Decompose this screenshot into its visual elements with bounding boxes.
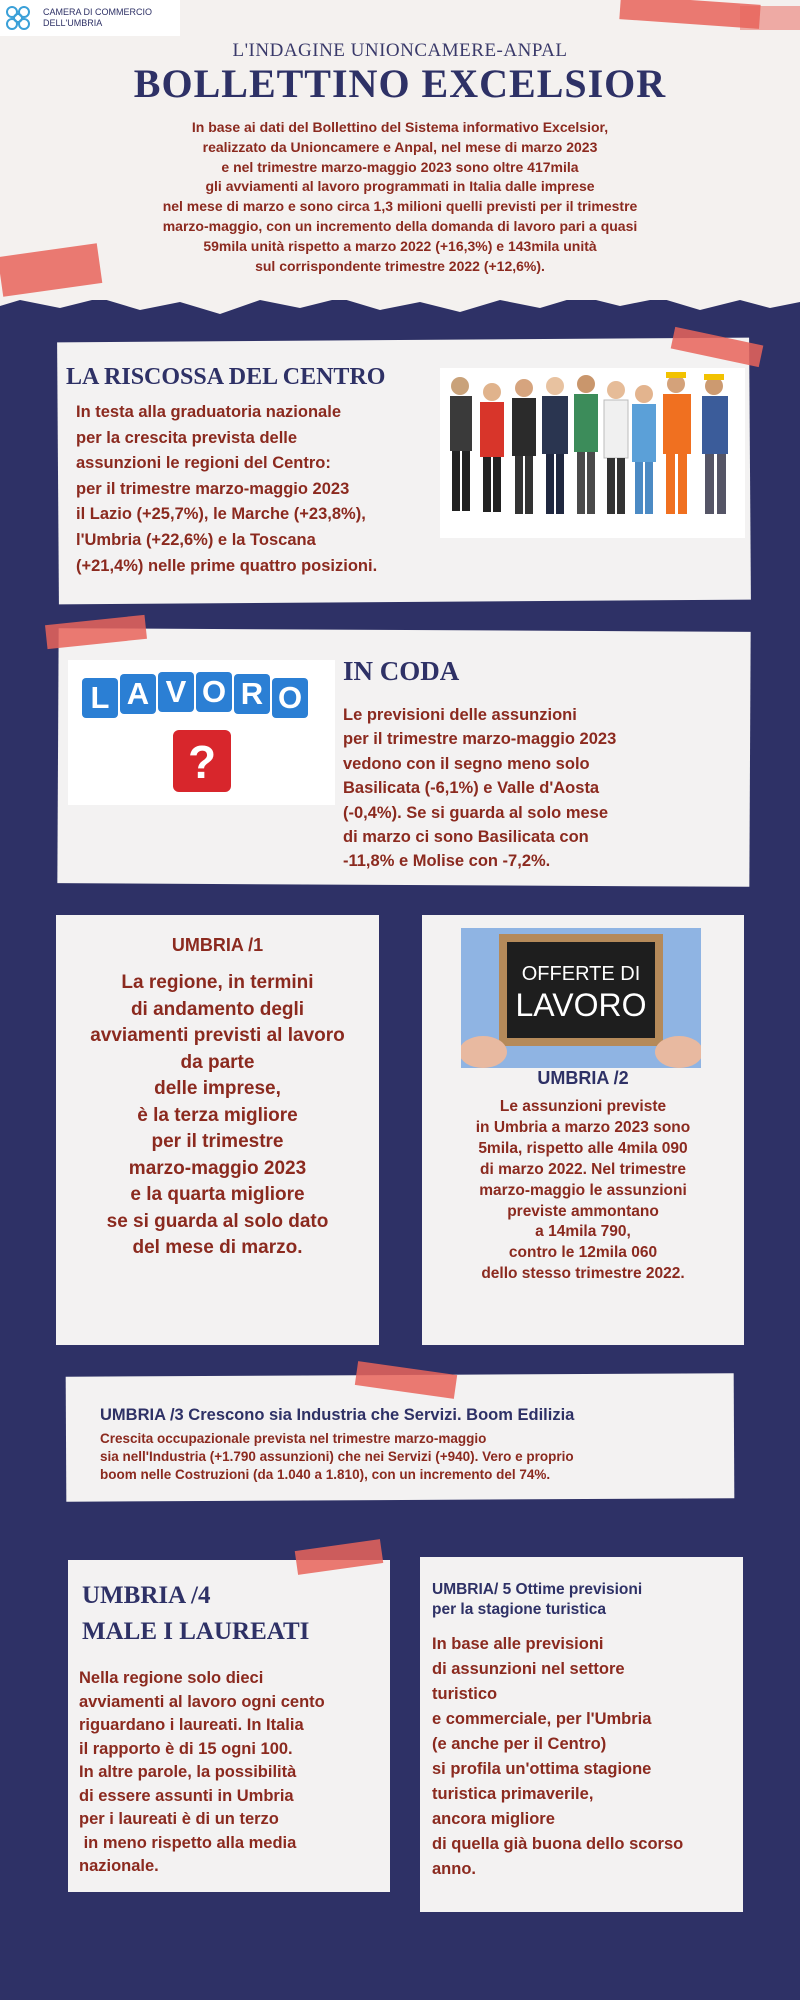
dice-letter: V <box>165 674 187 709</box>
coda-line: vedono con il segno meno solo <box>343 754 590 773</box>
dice-lavoro-illustration <box>68 660 335 805</box>
sign-line-1: OFFERTE DI <box>521 963 641 985</box>
umbria5-line: In base alle previsioni <box>432 1635 604 1653</box>
dice-letter: O <box>277 680 303 715</box>
umbria1-title: UMBRIA /1 <box>171 935 264 955</box>
coda-line: (-0,4%). Se si guarda al solo mese <box>343 803 609 822</box>
page-title: BOLLETTINO EXCELSIOR <box>133 61 667 106</box>
intro-line: In base ai dati del Bollettino del Sistema informativo Excelsior, <box>191 119 609 135</box>
intro-line: marzo-maggio, con un incremento della domanda di lavoro pari a quasi <box>162 217 638 234</box>
intro-line: realizzato da Unioncamere e Anpal, nel mese di marzo 2023 <box>202 138 598 155</box>
umbria2-line: marzo-maggio le assunzioni <box>479 1181 687 1199</box>
umbria4-line: riguardano i laureati. In Italia <box>79 1716 304 1734</box>
umbria2-line: contro le 12mila 060 <box>508 1244 658 1262</box>
umbria1-line: delle imprese, <box>154 1078 281 1099</box>
dice-question: ? <box>187 736 217 788</box>
intro-line: sul corrispondente trimestre 2022 (+12,6%). <box>255 257 545 274</box>
intro-line: e nel trimestre marzo-maggio 2023 sono oltre 417mila <box>221 158 579 175</box>
umbria3-text <box>100 1430 574 1484</box>
intro-line: 59mila unità rispetto a marzo 2022 (+16,3%) e 143mila unità <box>203 237 597 254</box>
umbria5-line: ancora migliore <box>432 1810 555 1828</box>
umbria1-line: La regione, in termini <box>121 972 314 993</box>
umbria1-line: del mese di marzo. <box>132 1237 303 1258</box>
umbria4-line: per i laureati è di un terzo <box>79 1810 279 1828</box>
umbria4-line: di essere assunti in Umbria <box>79 1786 294 1805</box>
decorative-tape <box>740 6 800 30</box>
umbria4-line: in meno rispetto alla media <box>79 1833 297 1852</box>
coda-line: di marzo ci sono Basilicata con <box>343 828 589 847</box>
intro-paragraph <box>120 118 680 276</box>
coda-line: -11,8% e Molise con -7,2%. <box>343 852 551 871</box>
umbria1-line: è la terza migliore <box>137 1104 298 1126</box>
centro-line: per la crescita prevista delle <box>76 428 298 447</box>
umbria5-line: turistica primaverile, <box>432 1785 594 1803</box>
umbria5-title <box>432 1580 642 1620</box>
umbria1-line: di andamento degli <box>130 998 305 1020</box>
centro-title: LA RISCOSSA DEL CENTRO <box>66 364 386 390</box>
umbria1-line: se si guarda al solo dato <box>106 1210 329 1232</box>
umbria4-title <box>82 1578 309 1650</box>
umbria4-line: Nella regione solo dieci <box>79 1669 264 1687</box>
centro-line: il Lazio (+25,7%), le Marche (+23,8%), <box>76 505 366 524</box>
umbria5-text <box>432 1632 683 1882</box>
umbria1-line: e la quarta migliore <box>130 1184 305 1205</box>
umbria5-line: di quella già buona dello scorso <box>432 1835 684 1853</box>
umbria1-line: avviamenti previsti al lavoro <box>90 1025 345 1046</box>
umbria4-line: il rapporto è di 15 ogni 100. <box>79 1739 293 1758</box>
intro-line: gli avviamenti al lavoro programmati in Italia dalle imprese <box>205 178 595 195</box>
umbria5-line: turistico <box>432 1685 498 1703</box>
chamber-logo <box>0 0 180 36</box>
umbria5-line: anno. <box>432 1860 476 1878</box>
centro-line: (+21,4%) nelle prime quattro posizioni. <box>76 556 378 575</box>
intro-line: nel mese di marzo e sono circa 1,3 milioni quelli previsti per il trimestre <box>162 198 638 215</box>
umbria1-line: marzo-maggio 2023 <box>128 1157 307 1179</box>
torn-paper-edge <box>0 290 800 320</box>
umbria2-line: previste ammontano <box>507 1202 659 1220</box>
coda-text <box>343 703 616 874</box>
dice-letter: L <box>90 680 110 715</box>
umbria3-line: sia nell'Industria (+1.790 assunzioni) che nei Servizi (+940). Vero e proprio <box>100 1449 574 1464</box>
coda-line: Basilicata (-6,1%) e Valle d'Aosta <box>343 779 600 798</box>
logo-line-1: CAMERA DI COMMERCIO <box>43 7 153 17</box>
umbria5-line: e commerciale, per l'Umbria <box>432 1710 652 1728</box>
umbria5-line: (e anche per il Centro) <box>432 1735 607 1753</box>
umbria2-line: dello stesso trimestre 2022. <box>481 1265 685 1283</box>
umbria4-title-line-2: MALE I LAUREATI <box>82 1618 310 1645</box>
workers-illustration <box>440 368 745 538</box>
centro-line: assunzioni le regioni del Centro: <box>76 454 331 473</box>
sign-line-2: LAVORO <box>515 987 647 1023</box>
centro-line: In testa alla graduatoria nazionale <box>76 403 341 421</box>
umbria4-line: In altre parole, la possibilità <box>79 1763 297 1781</box>
umbria1-text <box>56 970 379 1262</box>
umbria5-title-line-2: per la stagione turistica <box>432 1601 606 1618</box>
offerte-lavoro-sign <box>461 928 701 1068</box>
centro-line: l'Umbria (+22,6%) e la Toscana <box>76 530 316 549</box>
umbria2-line: a 14mila 790, <box>535 1223 631 1241</box>
umbria5-line: si profila un'ottima stagione <box>432 1760 652 1778</box>
umbria4-line: nazionale. <box>79 1857 159 1875</box>
umbria4-text <box>79 1667 325 1879</box>
umbria2-title: UMBRIA /2 <box>537 1068 629 1088</box>
dice-letter: A <box>126 676 150 711</box>
coda-line: Le previsioni delle assunzioni <box>343 706 577 724</box>
logo-line-2: DELL'UMBRIA <box>43 18 103 28</box>
dice-letter: R <box>240 676 264 711</box>
umbria3-line: Crescita occupazionale prevista nel trimestre marzo-maggio <box>100 1431 487 1446</box>
umbria5-line: di assunzioni nel settore <box>432 1660 625 1678</box>
coda-line: per il trimestre marzo-maggio 2023 <box>343 730 617 749</box>
umbria2-line: Le assunzioni previste <box>499 1098 667 1115</box>
umbria1-line: per il trimestre <box>151 1131 284 1152</box>
umbria2-text <box>422 1097 744 1285</box>
coda-title: IN CODA <box>343 656 460 686</box>
umbria1-line: da parte <box>180 1051 255 1073</box>
umbria4-title-line-1: UMBRIA /4 <box>82 1582 211 1609</box>
logo-mark-icon <box>3 3 33 33</box>
centro-line: per il trimestre marzo-maggio 2023 <box>76 479 350 498</box>
page-kicker: L'INDAGINE UNIONCAMERE-ANPAL <box>232 40 568 61</box>
umbria2-line: 5mila, rispetto alle 4mila 090 <box>478 1139 688 1157</box>
umbria3-line: boom nelle Costruzioni (da 1.040 a 1.810), con un incremento del 74%. <box>100 1467 551 1482</box>
umbria4-line: avviamenti al lavoro ogni cento <box>79 1692 325 1711</box>
umbria2-line: in Umbria a marzo 2023 sono <box>475 1118 691 1136</box>
dice-letter: O <box>201 674 227 709</box>
centro-text <box>76 400 377 579</box>
umbria3-title: UMBRIA /3 Crescono sia Industria che Servizi. Boom Edilizia <box>100 1406 575 1424</box>
umbria2-line: di marzo 2022. Nel trimestre <box>480 1160 686 1178</box>
umbria5-title-line-1: UMBRIA/ 5 Ottime previsioni <box>432 1581 643 1598</box>
